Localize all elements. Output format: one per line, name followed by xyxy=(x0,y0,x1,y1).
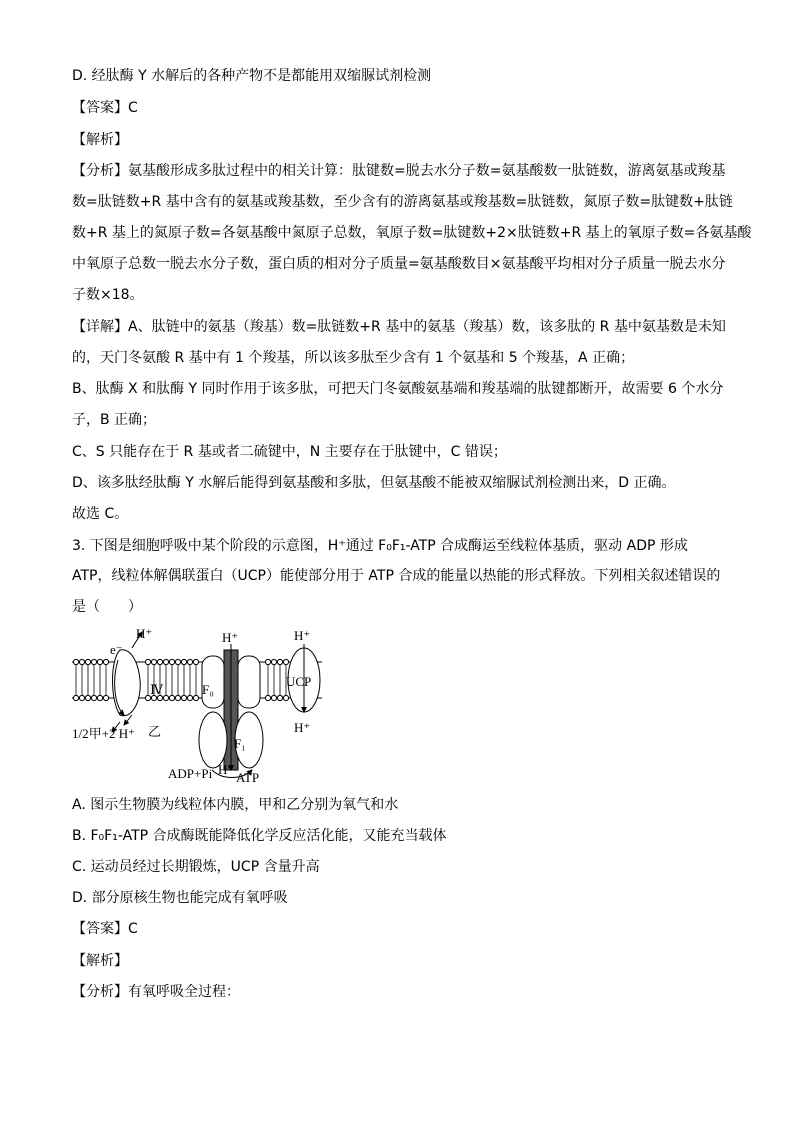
phospholipid-head xyxy=(187,659,192,664)
phospholipid-head xyxy=(265,659,270,664)
phospholipid-head xyxy=(193,695,198,700)
phospholipid-head xyxy=(265,695,270,700)
phospholipid-head xyxy=(175,659,180,664)
phospholipid-head xyxy=(169,695,174,700)
q3-fenxi-line xyxy=(72,982,722,1002)
phospholipid-head xyxy=(97,695,102,700)
phospholipid-head xyxy=(85,695,90,700)
phospholipid-head xyxy=(283,659,288,664)
phospholipid-head xyxy=(163,695,168,700)
phospholipid-head xyxy=(181,695,186,700)
q3-option: D. 部分原核生物也能完成有氧呼吸 xyxy=(72,890,288,906)
diagram-label: H⁺ xyxy=(222,630,239,645)
diagram-label: H⁺ xyxy=(136,626,153,641)
phospholipid-head xyxy=(79,659,84,664)
q2-xiangjie-line: 的，天门冬氨酸 R 基中有 1 个羧基，所以该多肽至少含有 1 个氨基和 5 个羧基，A 正确； xyxy=(72,350,635,366)
phospholipid-head xyxy=(271,659,276,664)
diagram-label: 1/2甲+2 H⁺ xyxy=(72,726,135,741)
f1-subunit-left xyxy=(199,712,227,768)
mitochondrial-membrane-diagram xyxy=(72,620,332,790)
answer-label: 【答案】 xyxy=(72,100,128,116)
q2-analysis-heading: 【解析】 xyxy=(72,132,128,148)
phospholipid-head xyxy=(181,659,186,664)
phospholipid-head xyxy=(169,659,174,664)
phospholipid-head xyxy=(91,695,96,700)
phospholipid-head xyxy=(157,659,162,664)
q2-xiangjie-line: 子，B 正确； xyxy=(72,412,157,428)
diagram-label: F₀ xyxy=(202,682,214,697)
q2-xiangjie-line: D、该多肽经肽酶 Y 水解后能得到氨基酸和多肽，但氨基酸不能被双缩脲试剂检测出来，D 正确。 xyxy=(72,475,676,491)
fenxi-label: 【分析】 xyxy=(72,984,128,1000)
phospholipid-head xyxy=(187,695,192,700)
diagram-label: ATP xyxy=(236,770,260,785)
phospholipid-head xyxy=(85,659,90,664)
phospholipid-head xyxy=(73,695,78,700)
q3-stem-line: ATP，线粒体解偶联蛋白（UCP）能使部分用于 ATP 合成的能量以热能的形式释放。下列相关叙述错误的 xyxy=(72,568,721,584)
q2-fenxi-line: 数=肽链数+R 基中含有的氨基或羧基数，至少含有的游离氨基或羧基数=肽链数，氮原子数=肽键数+肽链 xyxy=(72,194,733,210)
phospholipid-head xyxy=(145,659,150,664)
answer-value: C xyxy=(128,921,138,937)
q3-option: C. 运动员经过长期锻炼，UCP 含量升高 xyxy=(72,859,320,875)
diagram-label: 乙 xyxy=(148,724,162,739)
q2-answer xyxy=(72,98,722,118)
phospholipid-head xyxy=(283,695,288,700)
diagram-label: ADP+Pi xyxy=(168,766,213,781)
q2-xiangjie-line: C、S 只能存在于 R 基或者二硫键中，N 主要存在于肽键中，C 错误； xyxy=(72,444,507,460)
fenxi-label: 【分析】 xyxy=(72,163,128,179)
diagram-label: Ⅳ xyxy=(150,682,163,697)
phospholipid-head xyxy=(151,659,156,664)
xiangjie-label: 【详解】 xyxy=(72,319,128,335)
diagram-label: UCP xyxy=(286,674,312,689)
membrane-bilayer xyxy=(72,659,322,700)
phospholipid-head xyxy=(103,695,108,700)
phospholipid-head xyxy=(193,659,198,664)
fenxi-text: 氨基酸形成多肽过程中的相关计算：肽键数=脱去水分子数=氨基酸数一肽链数，游离氨基或羧基 xyxy=(128,163,726,179)
q3-stem-line: 是（ ） xyxy=(72,599,142,615)
q2-fenxi-line: 中氧原子总数一脱去水分子数，蛋白质的相对分子质量=氨基酸数目×氨基酸平均相对分子质量一脱去水分 xyxy=(72,256,726,272)
phospholipid-head xyxy=(73,659,78,664)
q2-fenxi-line: 子数×18。 xyxy=(72,287,144,303)
diagram-label: e⁻ xyxy=(110,642,123,657)
q2-xiangjie-line xyxy=(72,317,726,337)
q3-analysis-heading: 【解析】 xyxy=(72,953,128,969)
answer-label: 【答案】 xyxy=(72,921,128,937)
phospholipid-head xyxy=(163,659,168,664)
q2-option-d: D. 经肽酶 Y 水解后的各种产物不是都能用双缩脲试剂检测 xyxy=(72,68,432,84)
q2-xiangjie-line: 故选 C。 xyxy=(72,506,129,522)
complex-iv-protein xyxy=(113,650,141,716)
q3-option: B. F₀F₁-ATP 合成酶既能降低化学反应活化能，又能充当载体 xyxy=(72,828,447,844)
q2-fenxi-line: 数+R 基上的氮原子数=各氨基酸中氮原子总数，氧原子数=肽键数+2×肽链数+R 基上的氧原子数=各氨基酸 xyxy=(72,225,752,241)
q2-xiangjie-line: B、肽酶 X 和肽酶 Y 同时作用于该多肽，可把天门冬氨酸氨基端和羧基端的肽键都断开，故需要 6 个水分 xyxy=(72,381,724,397)
diagram-label: H⁺ xyxy=(294,628,311,643)
q3-option: A. 图示生物膜为线粒体内膜，甲和乙分别为氧气和水 xyxy=(72,797,399,813)
q2-fenxi-line xyxy=(72,161,726,181)
phospholipid-head xyxy=(103,659,108,664)
q3-answer xyxy=(72,919,722,939)
phospholipid-head xyxy=(79,695,84,700)
phospholipid-head xyxy=(91,659,96,664)
diagram-label: H⁺ xyxy=(294,720,311,735)
xiangjie-text: A、肽链中的氨基（羧基）数=肽链数+R 基中的氨基（羧基）数，该多肽的 R 基中氨基数是未知 xyxy=(128,319,726,335)
phospholipid-head xyxy=(277,695,282,700)
diagram-label: H⁺ xyxy=(218,762,235,777)
phospholipid-head xyxy=(97,659,102,664)
fenxi-text: 有氧呼吸全过程： xyxy=(128,984,240,1000)
answer-value: C xyxy=(128,100,138,116)
phospholipid-head xyxy=(175,695,180,700)
phospholipid-head xyxy=(271,695,276,700)
phospholipid-head xyxy=(277,659,282,664)
q3-stem-line: 3. 下图是细胞呼吸中某个阶段的示意图，H⁺通过 F₀F₁-ATP 合成酶运至线粒体基质，驱动 ADP 形成 xyxy=(72,538,688,554)
diagram-label: F₁ xyxy=(234,736,246,751)
